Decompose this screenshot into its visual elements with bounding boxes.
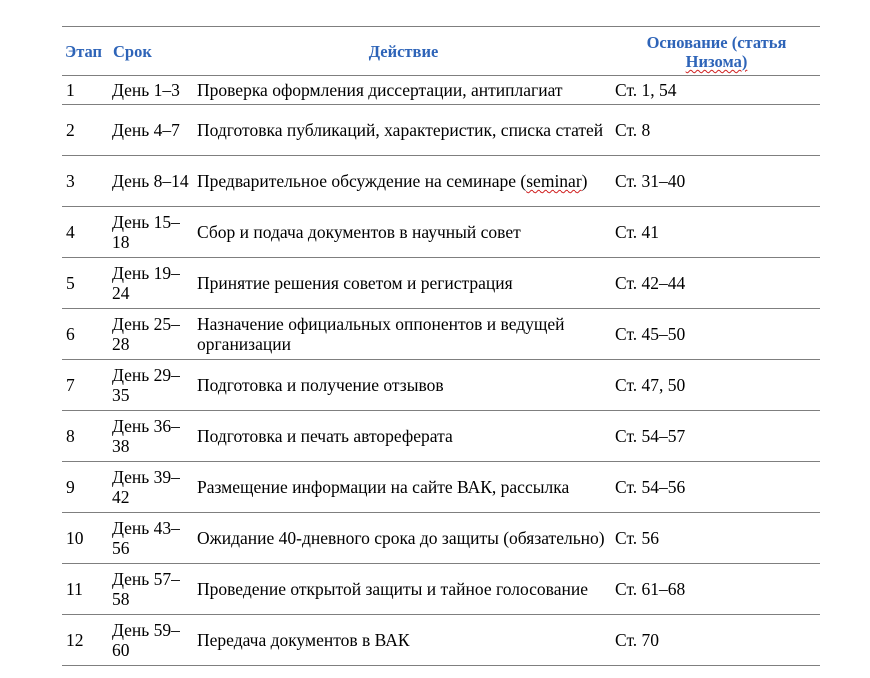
table-row (62, 360, 820, 411)
stage-cell: 4 (62, 207, 107, 258)
action-cell: Размещение информации на сайте ВАК, рассылка (194, 462, 613, 513)
action-cell: Подготовка и получение отзывов (194, 360, 613, 411)
table-row (62, 462, 820, 513)
action-cell: Проведение открытой защиты и тайное голосование (194, 564, 613, 615)
table-header (62, 27, 820, 76)
term-cell: День 1–3 (107, 76, 194, 105)
basis-cell: Ст. 47, 50 (613, 360, 820, 411)
term-cell: День 8–14 (107, 156, 194, 207)
term-cell: День 4–7 (107, 105, 194, 156)
stage-cell: 9 (62, 462, 107, 513)
header-basis-line1: Основание (статья (646, 33, 787, 52)
stage-cell: 10 (62, 513, 107, 564)
header-row (62, 27, 820, 76)
action-cell: Подготовка публикаций, характеристик, списка статей (194, 105, 613, 156)
term-cell: День 43–56 (107, 513, 194, 564)
basis-cell: Ст. 54–56 (613, 462, 820, 513)
action-cell: Подготовка и печать автореферата (194, 411, 613, 462)
basis-cell: Ст. 42–44 (613, 258, 820, 309)
stage-cell: 2 (62, 105, 107, 156)
basis-cell: Ст. 56 (613, 513, 820, 564)
table-row (62, 513, 820, 564)
spellcheck-word: seminar (526, 171, 582, 191)
action-cell: Предварительное обсуждение на семинаре (seminar) (194, 156, 613, 207)
table-row (62, 258, 820, 309)
action-cell: Ожидание 40-дневного срока до защиты (обязательно) (194, 513, 613, 564)
table-row (62, 105, 820, 156)
stage-cell: 11 (62, 564, 107, 615)
dissertation-schedule-table (62, 26, 820, 666)
table-row (62, 207, 820, 258)
table-row (62, 411, 820, 462)
table-row (62, 309, 820, 360)
term-cell: День 59–60 (107, 615, 194, 666)
table-row (62, 156, 820, 207)
basis-cell: Ст. 1, 54 (613, 76, 820, 105)
table-row (62, 76, 820, 105)
term-cell: День 36–38 (107, 411, 194, 462)
stage-cell: 5 (62, 258, 107, 309)
action-cell: Назначение официальных оппонентов и ведущей организации (194, 309, 613, 360)
term-cell: День 39–42 (107, 462, 194, 513)
action-cell: Проверка оформления диссертации, антиплагиат (194, 76, 613, 105)
term-cell: День 19–24 (107, 258, 194, 309)
header-term: Срок (107, 27, 194, 76)
action-cell: Передача документов в ВАК (194, 615, 613, 666)
stage-cell: 7 (62, 360, 107, 411)
term-cell: День 25–28 (107, 309, 194, 360)
table-row (62, 564, 820, 615)
basis-cell: Ст. 31–40 (613, 156, 820, 207)
term-cell: День 57–58 (107, 564, 194, 615)
table-body (62, 76, 820, 666)
stage-cell: 8 (62, 411, 107, 462)
action-cell: Принятие решения советом и регистрация (194, 258, 613, 309)
header-basis-line2: Низома) (685, 52, 748, 71)
header-stage: Этап (62, 27, 107, 76)
header-action: Действие (194, 27, 613, 76)
basis-cell: Ст. 54–57 (613, 411, 820, 462)
basis-cell: Ст. 45–50 (613, 309, 820, 360)
basis-cell: Ст. 61–68 (613, 564, 820, 615)
stage-cell: 3 (62, 156, 107, 207)
basis-cell: Ст. 41 (613, 207, 820, 258)
term-cell: День 29–35 (107, 360, 194, 411)
header-basis (613, 27, 820, 76)
basis-cell: Ст. 8 (613, 105, 820, 156)
stage-cell: 1 (62, 76, 107, 105)
stage-cell: 6 (62, 309, 107, 360)
stage-cell: 12 (62, 615, 107, 666)
term-cell: День 15–18 (107, 207, 194, 258)
action-cell: Сбор и подача документов в научный совет (194, 207, 613, 258)
basis-cell: Ст. 70 (613, 615, 820, 666)
table-row (62, 615, 820, 666)
